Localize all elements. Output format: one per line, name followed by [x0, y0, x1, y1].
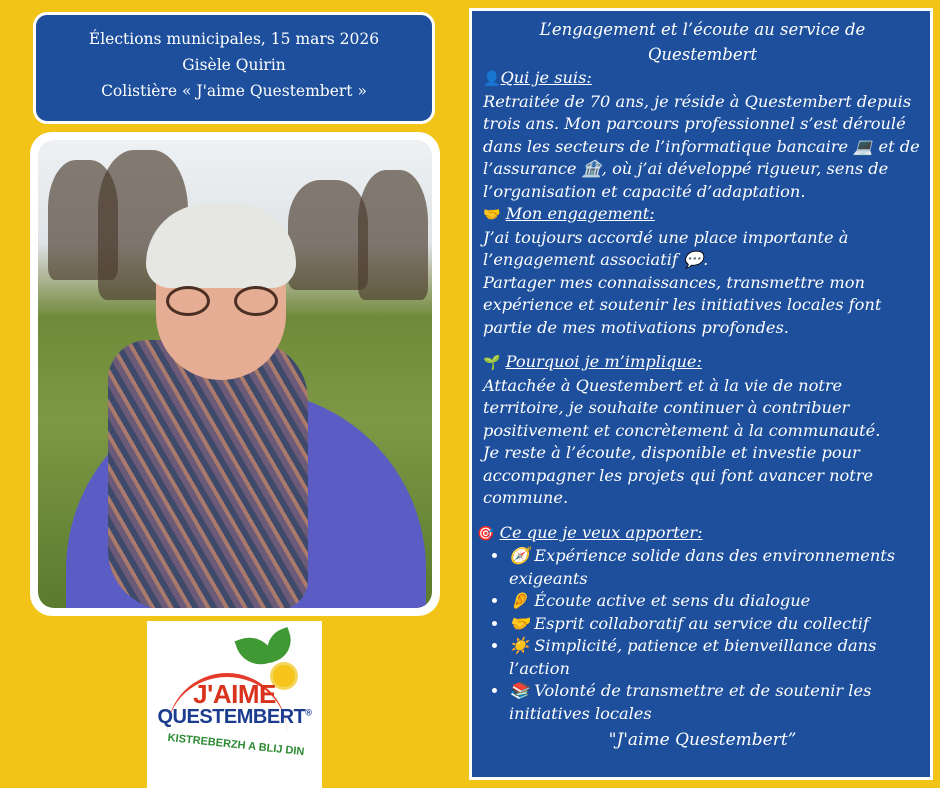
- section-qui-je-suis: [483, 67, 922, 203]
- list-item: • 🤝 Esprit collaboratif au service du collectif: [509, 613, 922, 636]
- section-heading: Pourquoi je m’implique:: [505, 352, 702, 371]
- section-pourquoi: [483, 351, 922, 510]
- contribution-list: [483, 545, 922, 725]
- profile-panel: [469, 8, 933, 780]
- logo-line-1: J'AIME: [193, 679, 276, 709]
- person-icon: 👤: [483, 71, 501, 87]
- section-mon-engagement: [483, 203, 922, 339]
- section-text: Retraitée de 70 ans, je réside à Questembert depuis trois ans. Mon parcours professionnel s’est déroulé dans les secteurs de l’informatique bancaire 💻 et de l’assurance 🏦, où j’ai développé rigueur, sens de l’organisation et capacité d’adaptation.: [483, 91, 920, 201]
- closing-quote: "J'aime Questembert”: [608, 730, 797, 750]
- candidate-role: Colistière « J'aime Questembert »: [101, 82, 367, 100]
- list-item: • 🧭 Expérience solide dans des environnements exigeants: [509, 545, 922, 590]
- panel-title: L’engagement et l’écoute au service de Questembert: [539, 20, 866, 64]
- section-text: Partager mes connaissances, transmettre mon expérience et soutenir les initiatives locales font partie de mes motivations profondes.: [483, 272, 882, 337]
- section-text: Je reste à l’écoute, disponible et investie pour accompagner les projets qui font avancer notre commune.: [483, 443, 874, 507]
- list-item: • 📚 Volonté de transmettre et de soutenir les initiatives locales: [509, 680, 922, 725]
- section-heading: Mon engagement:: [505, 204, 655, 223]
- jaime-questembert-logo: [147, 621, 322, 788]
- list-item: • ☀️ Simplicité, patience et bienveillance dans l’action: [509, 635, 922, 680]
- target-icon: 🎯: [477, 525, 495, 542]
- section-text: Attachée à Questembert et à la vie de notre territoire, je souhaite continuer à contribuer positivement et concrètement à la communauté.: [483, 375, 881, 440]
- candidate-name: Gisèle Quirin: [182, 56, 286, 74]
- logo-line-2: QUESTEMBERT®: [157, 706, 312, 728]
- portrait-frame: [30, 132, 440, 616]
- seedling-icon: 🌱: [483, 355, 501, 371]
- candidate-portrait-photo: [38, 140, 432, 608]
- list-item: • 👂 Écoute active et sens du dialogue: [509, 590, 922, 613]
- header-card: [33, 12, 435, 124]
- section-heading: Qui je suis:: [500, 68, 592, 87]
- logo-tagline: KISTREBERZH A BLIJ DIN: [167, 731, 305, 759]
- election-line: Élections municipales, 15 mars 2026: [88, 30, 380, 48]
- section-text: J’ai toujours accordé une place importante à l’engagement associatif 💬.: [483, 227, 849, 269]
- section-heading: Ce que je veux apporter:: [499, 522, 703, 542]
- section-ce-que-je-veux-apporter: [477, 522, 922, 726]
- handshake-icon: 🤝: [483, 207, 501, 223]
